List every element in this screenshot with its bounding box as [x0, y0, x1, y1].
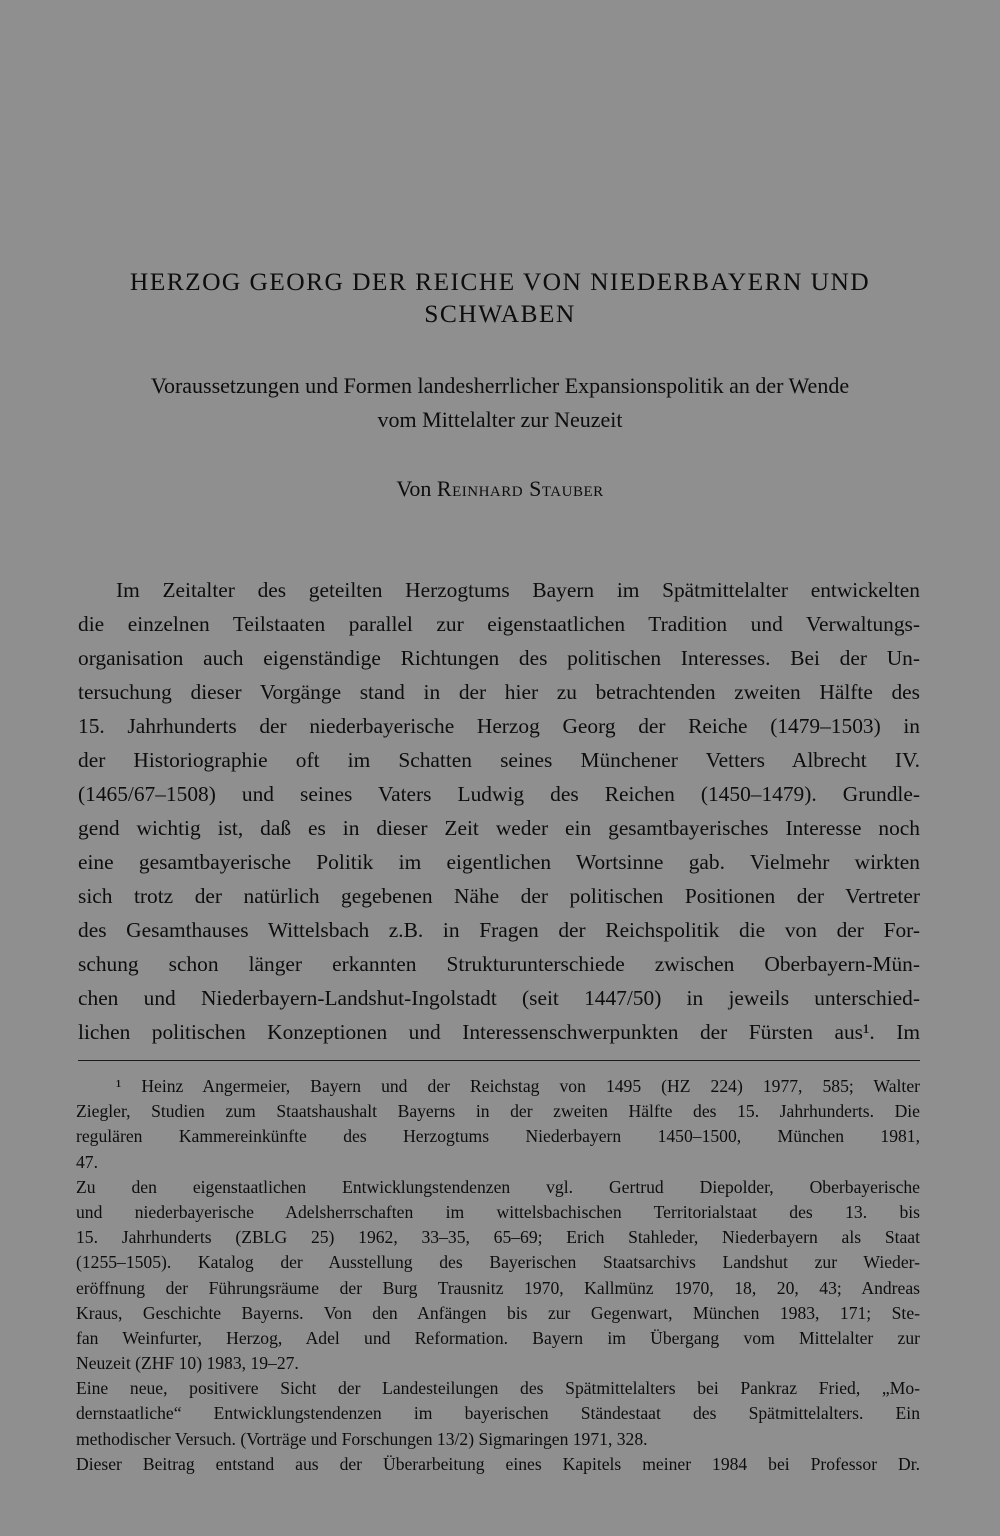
body-line: (1465/67–1508) und seines Vaters Ludwig des Reichen (1450–1479). Grundle- [78, 782, 920, 806]
footnote-line: Eine neue, positivere Sicht der Landesteilungen des Spätmittelalters bei Pankraz Fried, „Mo- [76, 1378, 920, 1399]
body-paragraph [78, 573, 920, 1049]
body-line: chen und Niederbayern-Landshut-Ingolstadt (seit 1447/50) in jeweils unterschied- [78, 986, 920, 1010]
article-subtitle-line-2: vom Mittelalter zur Neuzeit [377, 407, 623, 432]
body-line: eine gesamtbayerische Politik im eigentlichen Wortsinne gab. Vielmehr wirkten [78, 850, 920, 874]
article-title-line-2: SCHWABEN [424, 299, 576, 328]
body-line: tersuchung dieser Vorgänge stand in der hier zu betrachtenden zweiten Hälfte des [78, 680, 920, 704]
footnote-line: Dieser Beitrag entstand aus der Überarbeitung eines Kapitels meiner 1984 bei Professor Dr. [76, 1453, 920, 1474]
body-line: organisation auch eigenständige Richtungen des politischen Interesses. Bei der Un- [78, 646, 920, 670]
author-byline [60, 474, 940, 504]
body-line: Im Zeitalter des geteilten Herzogtums Bayern im Spätmittelalter entwickelten [116, 578, 920, 602]
body-line: der Historiographie oft im Schatten seines Münchener Vetters Albrecht IV. [78, 748, 920, 772]
body-line: des Gesamthauses Wittelsbach z.B. in Fragen der Reichspolitik die von der For- [78, 918, 920, 942]
footnote-line: 15. Jahrhunderts (ZBLG 25) 1962, 33–35, 65–69; Erich Stahleder, Niederbayern als Staat [76, 1227, 920, 1248]
body-line: schung schon länger erkannten Strukturunterschiede zwischen Oberbayern-Mün- [78, 952, 920, 976]
footnote-line: Ziegler, Studien zum Staatshaushalt Bayerns in der zweiten Hälfte des 15. Jahrhunderts. Die [76, 1101, 920, 1122]
footnote-line: fan Weinfurter, Herzog, Adel und Reformation. Bayern im Übergang vom Mittelalter zur [76, 1327, 920, 1348]
author-prefix: Von [396, 476, 437, 501]
footnotes [76, 1074, 920, 1477]
footnote-line: Neuzeit (ZHF 10) 1983, 19–27. [76, 1353, 299, 1374]
footnote-line: Zu den eigenstaatlichen Entwicklungstendenzen vgl. Gertrud Diepolder, Oberbayerische [76, 1176, 920, 1197]
body-line: lichen politischen Konzeptionen und Interessenschwerpunkten der Fürsten aus¹. Im [78, 1020, 920, 1044]
author-name: Reinhard Stauber [436, 476, 604, 501]
body-line: die einzelnen Teilstaaten parallel zur eigenstaatlichen Tradition und Verwaltungs- [78, 612, 920, 636]
article-title [60, 266, 940, 330]
footnote-line: regulären Kammereinkünfte des Herzogtums Niederbayern 1450–1500, München 1981, [76, 1126, 920, 1147]
article-subtitle-line-1: Voraussetzungen und Formen landesherrlicher Expansionspolitik an der Wende [150, 373, 850, 398]
footnote-line: 47. [76, 1151, 98, 1172]
body-line: sich trotz der natürlich gegebenen Nähe der politischen Positionen der Vertreter [78, 884, 920, 908]
article-title-line-1: HERZOG GEORG DER REICHE VON NIEDERBAYERN UND [129, 267, 871, 296]
footnote-line: Kraus, Geschichte Bayerns. Von den Anfängen bis zur Gegenwart, München 1983, 171; Ste- [76, 1302, 920, 1323]
footnote-line: ¹ Heinz Angermeier, Bayern und der Reichstag von 1495 (HZ 224) 1977, 585; Walter [116, 1076, 920, 1096]
footnote-line: methodischer Versuch. (Vorträge und Forschungen 13/2) Sigmaringen 1971, 328. [76, 1428, 648, 1449]
footnote-line: und niederbayerische Adelsherrschaften im wittelsbachischen Territorialstaat des 13. bis [76, 1201, 920, 1222]
article-subtitle [60, 369, 940, 437]
footnote-line: dernstaatliche“ Entwicklungstendenzen im bayerischen Ständestaat des Spätmittelalters. Ein [76, 1403, 920, 1424]
footnote-divider [78, 1060, 920, 1061]
footnote-line: eröffnung der Führungsräume der Burg Trausnitz 1970, Kallmünz 1970, 18, 20, 43; Andreas [76, 1277, 920, 1298]
footnote-line: (1255–1505). Katalog der Ausstellung des Bayerischen Staatsarchivs Landshut zur Wieder- [76, 1252, 920, 1273]
body-line: 15. Jahrhunderts der niederbayerische Herzog Georg der Reiche (1479–1503) in [78, 714, 920, 738]
body-line: gend wichtig ist, daß es in dieser Zeit weder ein gesamtbayerisches Interesse noch [78, 816, 920, 840]
